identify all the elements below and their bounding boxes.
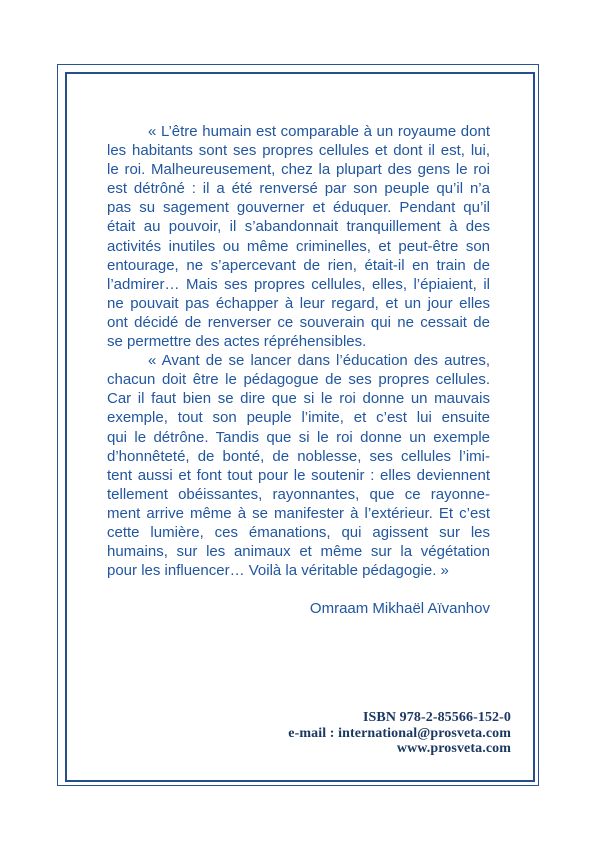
quote-block (107, 122, 490, 580)
email-line: e-mail : international@prosveta.com (288, 725, 511, 741)
quote-line: ont décidé de renverser ce souverain qui ne cessait de (107, 313, 490, 331)
quote-line: est détrôné : il a été renversé par son peuple qu’il n’a (107, 180, 490, 198)
quote-line: chacun doit être le pédagogue de ses propres cellules. (107, 371, 490, 389)
quote-line: tellement obéissantes, rayonnantes, que ce rayonne- (107, 485, 490, 503)
quote-line: pas su sagement gouverner et éduquer. Pendant qu’il (107, 199, 490, 217)
website-line: www.prosveta.com (396, 741, 511, 757)
quote-line: entourage, ne s’apercevant de rien, était-il en train de (107, 256, 490, 274)
quote-line: exemple, tout son peuple l’imite, et c’est lui ensuite (107, 409, 490, 427)
quote-line: Car il faut bien se dire que si le roi donne un mauvais (107, 390, 490, 408)
quote-paragraph (107, 351, 490, 580)
quote-line: « L’être humain est comparable à un royaume dont (148, 123, 490, 140)
author-name: Omraam Mikhaël Aïvanhov (309, 600, 490, 617)
quote-line: d’honnêteté, de bonté, de noblesse, ses cellules l’imi- (107, 447, 490, 465)
quote-line: activités inutiles ou même criminelles, et peut-être son (107, 237, 490, 255)
quote-line: l’admirer… Mais ses propres cellules, elles, l’épiaient, il (107, 275, 490, 293)
quote-line: cette lumière, ces émanations, qui agissent sur les (107, 523, 490, 541)
quote-line: humains, sur les animaux et même sur la végétation (107, 543, 490, 561)
quote-line: tent aussi et font tout pour le soutenir : elles deviennent (107, 466, 490, 484)
quote-paragraph (107, 122, 490, 351)
quote-line: les habitants sont ses propres cellules et dont il est, lui, (107, 142, 490, 160)
quote-line: pour les influencer… Voilà la véritable pédagogie. » (107, 562, 449, 580)
isbn-line: ISBN 978-2-85566-152-0 (362, 710, 511, 725)
quote-line: se permettre des actes répréhensibles. (107, 333, 367, 351)
quote-line: le roi. Malheureusement, chez la plupart des gens le roi (107, 161, 490, 179)
quote-line: qui le détrône. Tandis que si le roi donne un exemple (107, 428, 490, 446)
quote-line: ment arrive même à se manifester à l’extérieur. Et c’est (107, 504, 490, 522)
quote-line: était au pouvoir, il s’abandonnait tranquillement à des (107, 218, 490, 236)
quote-line: « Avant de se lancer dans l’éducation des autres, (148, 352, 490, 370)
publisher-block (191, 710, 511, 757)
quote-line: ne pouvait pas échapper à leur regard, et un jour elles (107, 294, 490, 312)
